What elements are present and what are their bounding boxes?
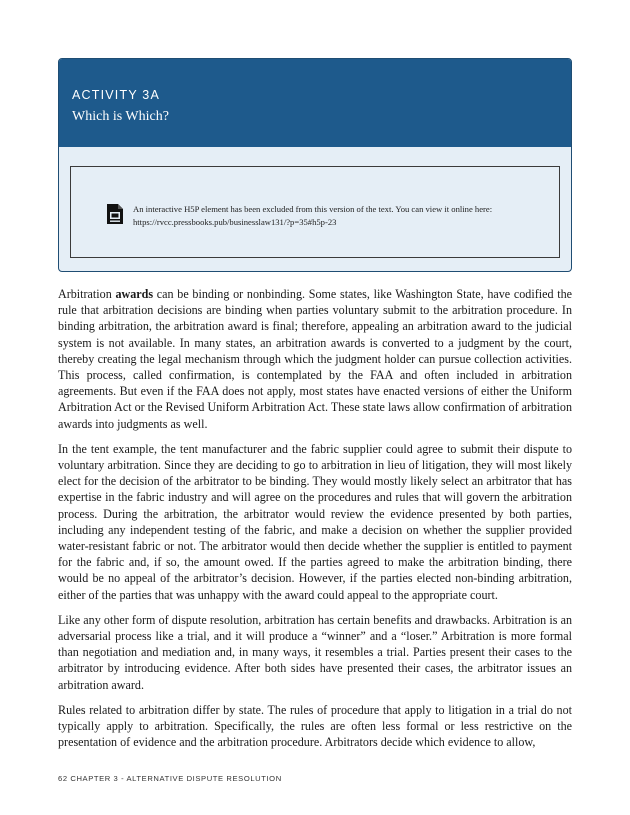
activity-label: ACTIVITY 3A	[72, 88, 160, 102]
embed-notice-text: An interactive H5P element has been excluded from this version of the text. You can view it online here:	[133, 204, 493, 214]
paragraph-text: can be binding or nonbinding. Some states, like Washington State, have codified the rule that arbitration decisions are binding when parties voluntary submit to the arbitration procedure. In binding arbitration, the arbitration award is final; therefore, appealing an arbitration award to the judicial system is not available. In many states, an arbitration awards is converted to a judgment by the court, thereby creating the legal mechanism through which the judgment holder can pursue collection activities. This process, called confirmation, is contemplated by the FAA and often included in arbitration agreements. But even if the FAA does not apply, most states have enacted versions of either the Uniform Arbitration Act or the Revised Uniform Arbitration Act. These state laws allow confirmation of arbitration awards into judgments as well.	[58, 287, 572, 431]
paragraph-benefits: Like any other form of dispute resolution, arbitration has certain benefits and drawbacks. Arbitration is an adversarial process like a trial, and it will produce a “winner” and a “loser.” Arbitration is more formal than negotiation and mediation and, in many ways, it resembles a trial. Parties present their cases to the arbitrator by introducing evidence. After both sides have presented their cases, the arbitrator issues an arbitration award.	[58, 612, 572, 692]
term-awards: awards	[115, 287, 154, 301]
main-text	[58, 286, 572, 759]
document-icon	[106, 203, 124, 225]
h5p-embed-notice	[70, 166, 560, 258]
activity-header	[59, 59, 571, 147]
paragraph-awards	[58, 286, 572, 432]
paragraph-tent-example: In the tent example, the tent manufacturer and the fabric supplier could agree to submit their dispute to voluntary arbitration. Since they are deciding to go to arbitration in lieu of litigation, they will most likely elect for the decision of the arbitrator to be binding. They would mostly likely select an arbitrator that has expertise in the fabric industry and will agree on the procedures and rules that will govern the arbitration process. During the arbitration, the arbitrator would review the evidence presented by both parties, including any independent testing of the fabric, and make a decision on whether the supplier provided water-resistant fabric or not. The arbitrator would then decide whether the supplier is entitled to payment for the fabric and, if so, the amount owed. If the parties agreed to make the arbitration binding, there would be no appeal of the arbitrator’s decision. However, if the parties elected non-binding arbitration, either of the parties that was unhappy with the award could appeal to the appropriate court.	[58, 441, 572, 602]
embed-url[interactable]: https://rvcc.pressbooks.pub/businesslaw131/?p=35#h5p-23	[133, 217, 337, 227]
page-footer: 62 CHAPTER 3 - ALTERNATIVE DISPUTE RESOLUTION	[58, 774, 282, 783]
activity-box	[58, 58, 572, 272]
paragraph-rules: Rules related to arbitration differ by state. The rules of procedure that apply to litigation in a trial do not typically apply to arbitration. Specifically, the rules are often less formal or less restrictive on the presentation of evidence and the arbitration procedure. Arbitrators decide which evidence to allow,	[58, 702, 572, 750]
activity-title: Which is Which?	[72, 109, 169, 124]
paragraph-text: Arbitration	[58, 287, 116, 301]
